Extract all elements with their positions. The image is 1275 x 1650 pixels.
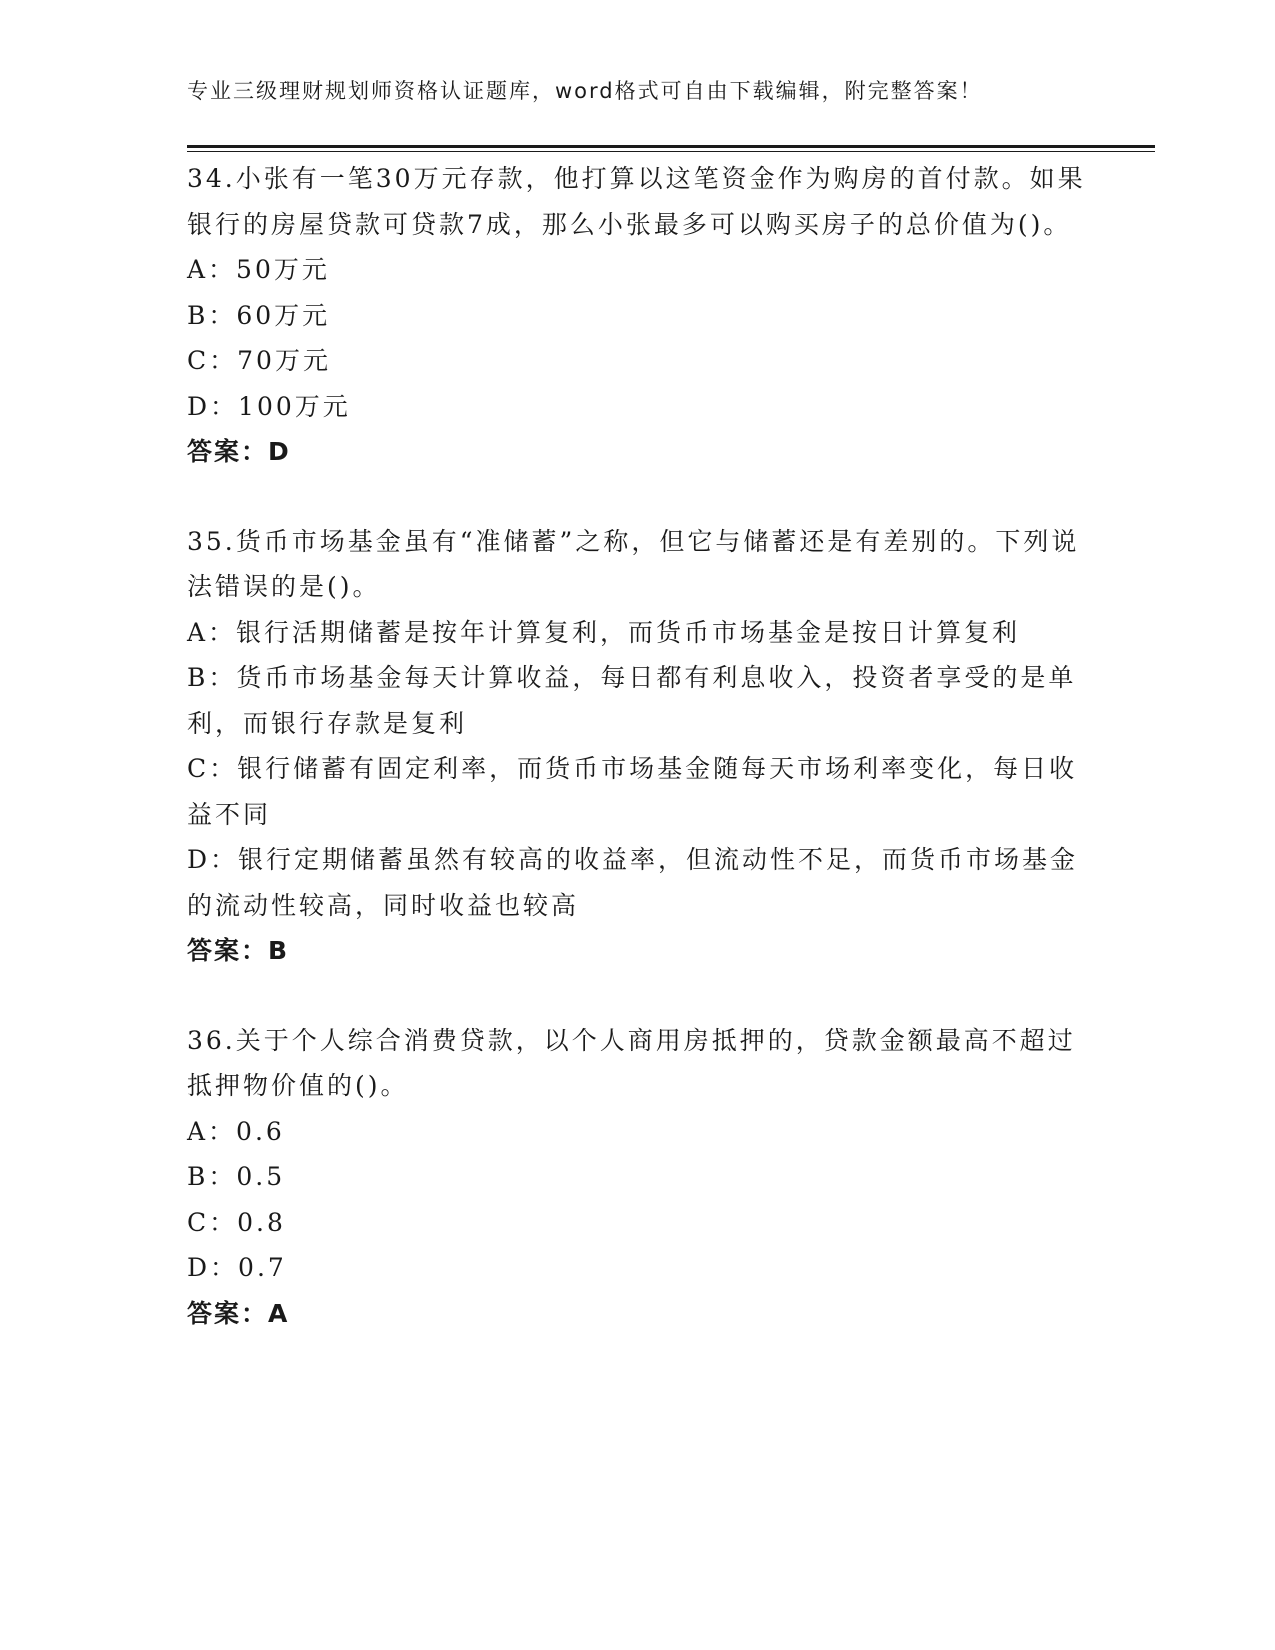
answer: 答案：D	[187, 437, 291, 466]
page-header: 专业三级理财规划师资格认证题库，word格式可自由下载编辑，附完整答案！	[187, 79, 983, 103]
question-36	[187, 1018, 1087, 1337]
option-d: D：银行定期储蓄虽然有较高的收益率，但流动性不足，而货币市场基金的流动性较高，同时收益也较高	[187, 845, 1079, 920]
question-34	[187, 156, 1087, 475]
option-b: B：0.5	[187, 1162, 286, 1191]
answer: 答案：A	[187, 1298, 290, 1328]
option-a: A：银行活期储蓄是按年计算复利，而货币市场基金是按日计算复利	[187, 617, 1021, 647]
option-a: A：50万元	[187, 255, 330, 284]
option-b: B：货币市场基金每天计算收益，每日都有利息收入，投资者享受的是单利，而银行存款是复利	[187, 663, 1077, 738]
option-d: D：100万元	[187, 391, 351, 421]
option-a: A：0.6	[187, 1116, 285, 1146]
question-35	[187, 519, 1087, 974]
option-c: C：银行储蓄有固定利率，而货币市场基金随每天市场利率变化，每日收益不同	[187, 754, 1078, 829]
question-list	[187, 156, 1087, 1380]
option-c: C：0.8	[187, 1207, 286, 1237]
question-stem: 35.货币市场基金虽有“准储蓄”之称，但它与储蓄还是有差别的。下列说法错误的是()。	[187, 526, 1080, 601]
header-divider	[187, 145, 1155, 152]
question-stem: 34.小张有一笔30万元存款，他打算以这笔资金作为购房的首付款。如果银行的房屋贷款可贷款7成，那么小张最多可以购买房子的总价值为()。	[187, 164, 1086, 239]
question-stem: 36.关于个人综合消费贷款，以个人商用房抵押的，贷款金额最高不超过抵押物价值的()。	[187, 1025, 1076, 1100]
option-b: B：60万元	[187, 300, 331, 330]
answer: 答案：B	[187, 936, 290, 965]
option-d: D：0.7	[187, 1253, 287, 1282]
option-c: C：70万元	[187, 346, 331, 375]
